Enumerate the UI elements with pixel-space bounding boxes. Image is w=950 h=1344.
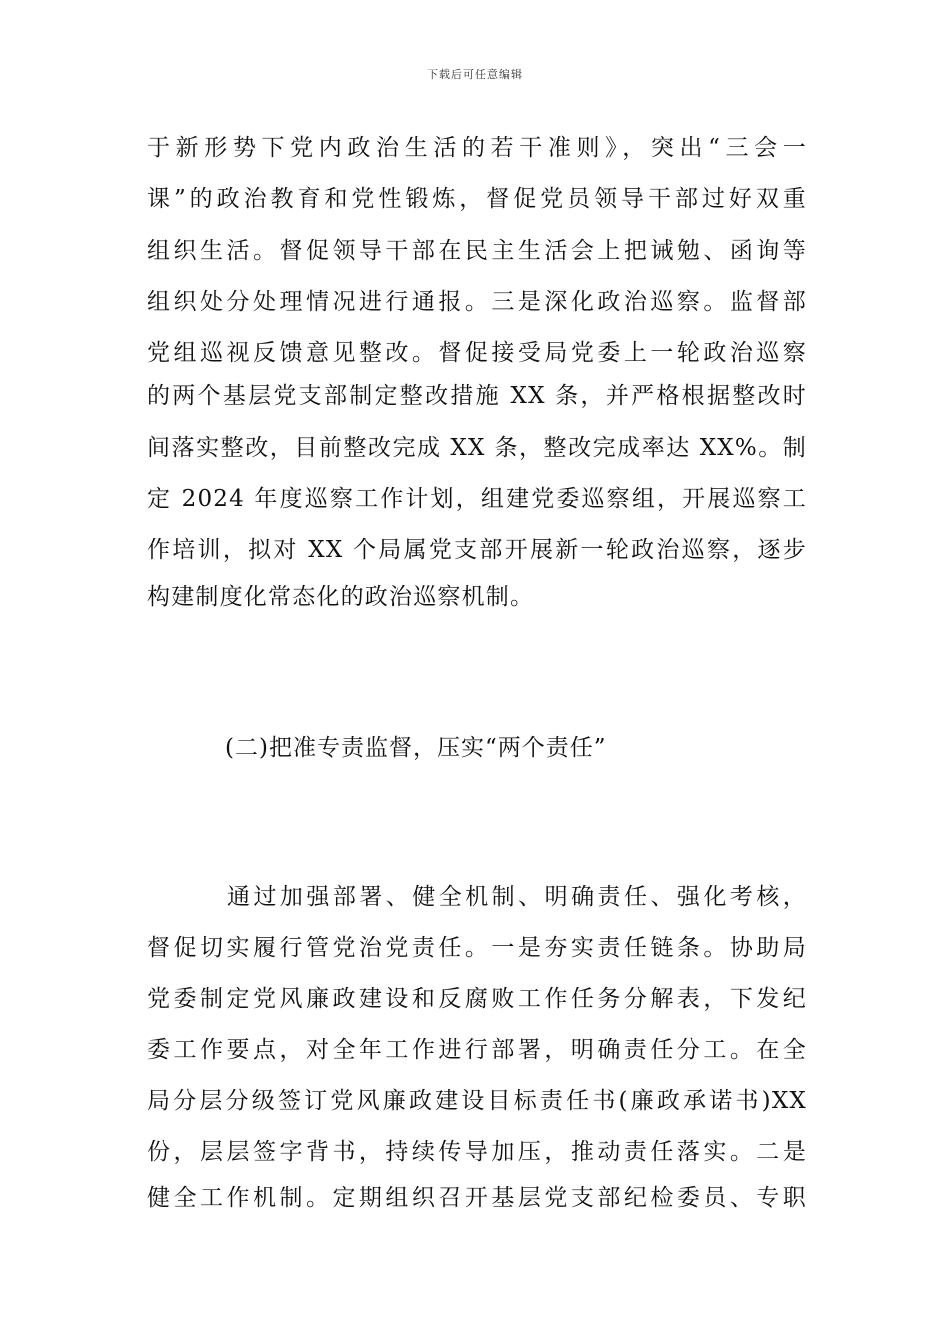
paragraph-1-line: 定 2024 年度巡察工作计划，组建党委巡察组，开展巡察工 [147,486,807,512]
paragraph-1-line: 作培训，拟对 XX 个局属党支部开展新一轮政治巡察，逐步 [147,537,807,563]
paragraph-2-line: 通过加强部署、健全机制、明确责任、强化考核， [227,884,807,910]
download-note: 下载后可任意编辑 [427,68,523,81]
paragraph-1-line: 组织处分处理情况进行通报。三是深化政治巡察。监督部 [147,289,807,315]
paragraph-1-line: 课”的政治教育和党性锻炼，督促党员领导干部过好双重 [147,186,807,212]
paragraph-2-line: 局分层分级签订党风廉政建设目标责任书(廉政承诺书)XX [147,1088,807,1114]
paragraph-2-line: 份，层层签字背书，持续传导加压，推动责任落实。二是 [147,1139,807,1165]
paragraph-2-line: 健全工作机制。定期组织召开基层党支部纪检委员、专职 [147,1185,807,1211]
paragraph-1-line: 的两个基层党支部制定整改措施 XX 条，并严格根据整改时 [147,383,807,409]
paragraph-2-line: 党委制定党风廉政建设和反腐败工作任务分解表，下发纪 [147,986,807,1012]
section-heading: (二)把准专责监督，压实“两个责任” [225,735,607,761]
paragraph-1-line: 党组巡视反馈意见整改。督促接受局党委上一轮政治巡察 [147,340,807,366]
paragraph-1-line: 于新形势下党内政治生活的若干准则》，突出“三会一 [147,135,807,161]
paragraph-1-line: 构建制度化常态化的政治巡察机制。 [147,584,535,610]
paragraph-1-line: 间落实整改，目前整改完成 XX 条，整改完成率达 XX%。制 [147,435,807,461]
paragraph-2-line: 委工作要点，对全年工作进行部署，明确责任分工。在全 [147,1037,807,1063]
paragraph-2-line: 督促切实履行管党治党责任。一是夯实责任链条。协助局 [147,935,807,961]
paragraph-1-line: 组织生活。督促领导干部在民主生活会上把诫勉、函询等 [147,238,807,264]
